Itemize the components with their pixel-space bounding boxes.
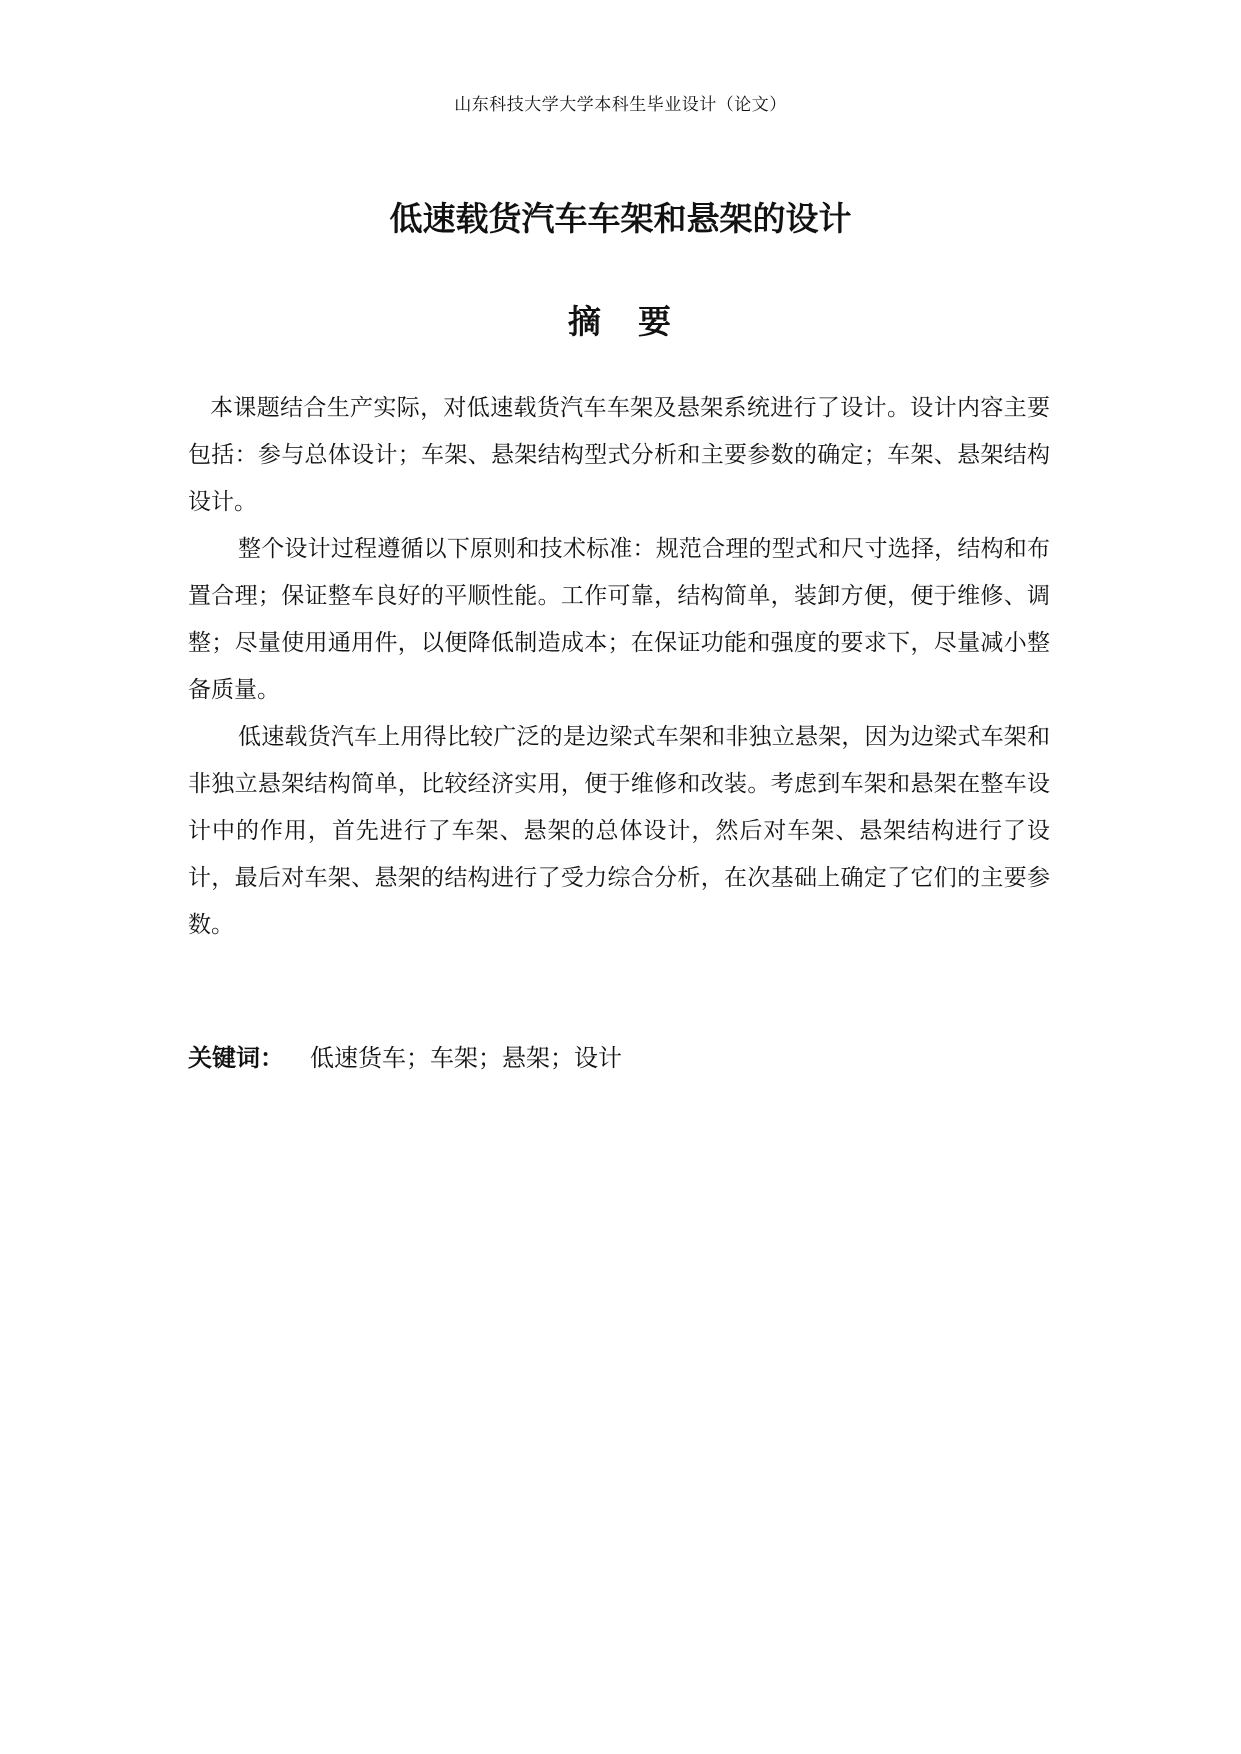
keywords-line bbox=[188, 1038, 1050, 1078]
abstract-paragraph-2: 整个设计过程遵循以下原则和技术标准：规范合理的型式和尺寸选择，结构和布置合理；保证整车良好的平顺性能。工作可靠，结构简单，装卸方便，便于维修、调整；尽量使用通用件，以便降低制造成本；在保证功能和强度的要求下，尽量减小整备质量。 bbox=[188, 536, 1050, 703]
document-title: 低速载货汽车车架和悬架的设计 bbox=[389, 199, 852, 238]
keywords-value: 低速货车；车架；悬架；设计 bbox=[310, 1044, 622, 1072]
abstract-paragraph-3: 低速载货汽车上用得比较广泛的是边梁式车架和非独立悬架，因为边梁式车架和非独立悬架结构简单，比较经济实用，便于维修和改装。考虑到车架和悬架在整车设计中的作用，首先进行了车架、悬架的总体设计，然后对车架、悬架结构进行了设计，最后对车架、悬架的结构进行了受力综合分析，在次基础上确定了它们的主要参数。 bbox=[188, 724, 1050, 938]
abstract-body bbox=[188, 385, 1050, 949]
abstract-paragraph-1: 本课题结合生产实际，对低速载货汽车车架及悬架系统进行了设计。设计内容主要包括：参与总体设计；车架、悬架结构型式分析和主要参数的确定；车架、悬架结构设计。 bbox=[188, 395, 1050, 515]
abstract-heading: 摘 要 bbox=[568, 302, 673, 341]
running-header: 山东科技大学大学本科生毕业设计（论文） bbox=[454, 95, 787, 115]
keywords-label: 关键词： bbox=[188, 1044, 284, 1072]
